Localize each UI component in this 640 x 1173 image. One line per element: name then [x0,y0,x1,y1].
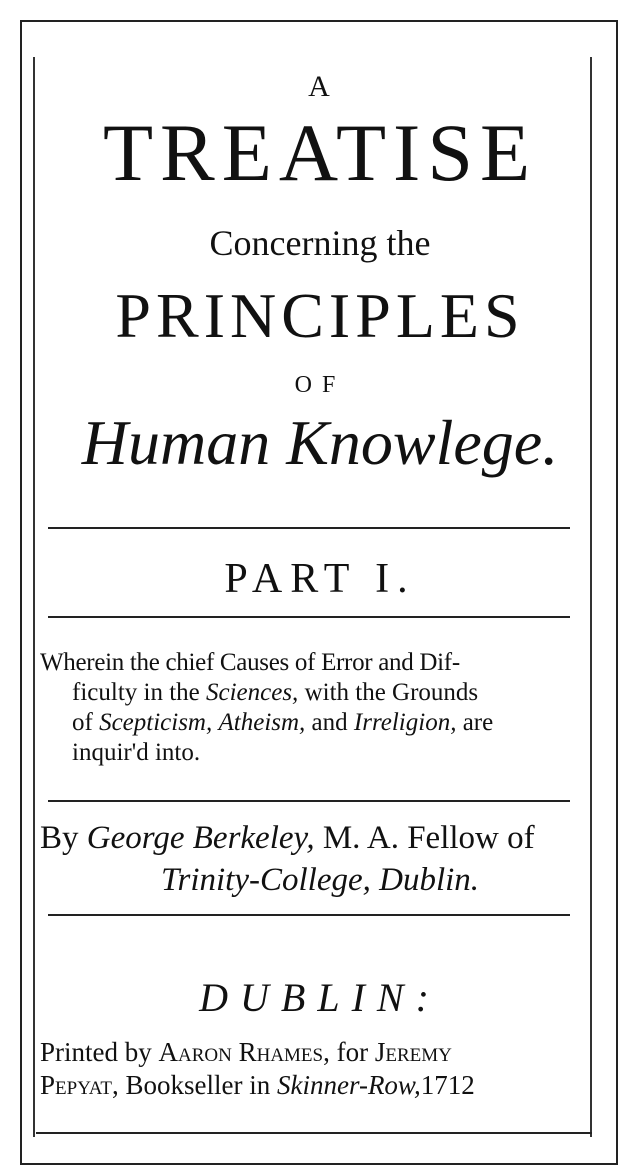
title-principles: PRINCIPLES [115,280,525,351]
title-concerning: Concerning the [209,223,431,263]
imprint-line-2: Pepyat, Bookseller in Skinner-Row,1712 [40,1070,475,1100]
author-line-2: Trinity-College, Dublin. [160,862,480,898]
imprint-line-1: Printed by Aaron Rhames, for Jeremy [40,1037,452,1067]
wherein-line-2: ficulty in the Sciences, with the Grounds [72,679,479,706]
author-line-1: By George Berkeley, M. A. Fellow of [40,820,535,856]
wherein-paragraph [40,648,592,768]
title-subject: Human Knowlege. [81,407,559,478]
wherein-line-3: of Scepticism, Atheism, and Irreligion, are [72,709,494,736]
rule-3 [48,800,570,802]
wherein-line-1: Wherein the chief Causes of Error and Dif- [40,649,460,676]
rule-2 [48,616,570,618]
rule-5 [36,1132,592,1134]
rule-4 [48,914,570,916]
place-dublin: DUBLIN: [199,975,441,1020]
wherein-line-4: inquir'd into. [72,739,201,766]
article-a: A [308,70,332,103]
title-of: OF [294,372,346,398]
part-heading: PART I. [224,556,416,602]
title-treatise: TREATISE [102,107,538,198]
rule-1 [48,527,570,529]
